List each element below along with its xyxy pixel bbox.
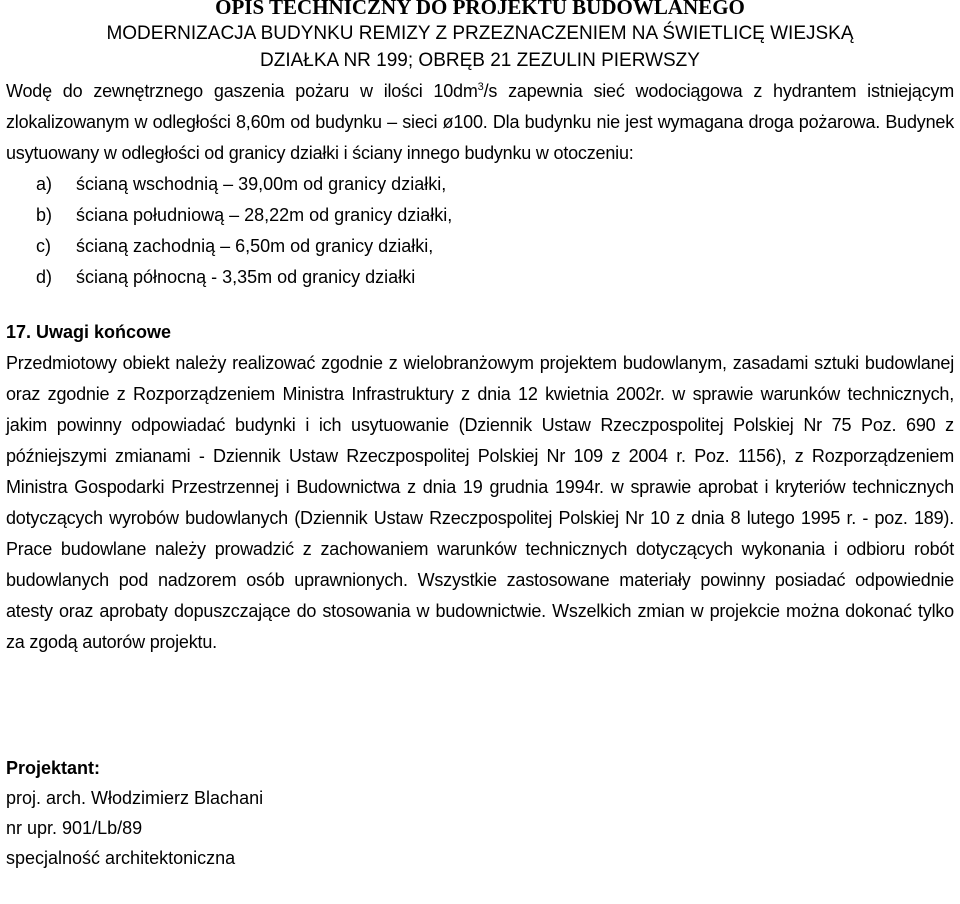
list-item (0, 169, 960, 200)
designer-licence: nr upr. 901/Lb/89 (6, 818, 143, 838)
designer-block (0, 753, 960, 873)
list-item-letter: d) (36, 267, 53, 287)
document-title: OPIS TECHNICZNY DO PROJEKTU BUDOWLANEGO (215, 0, 745, 19)
designer-label: Projektant: (6, 758, 101, 778)
fire-water-paragraph (0, 76, 960, 169)
document-header (0, 0, 960, 76)
list-item-text: ścianą zachodnią – 6,50m od granicy działki, (76, 236, 434, 256)
list-item (0, 200, 960, 231)
section-heading: 17. Uwagi końcowe (6, 322, 172, 342)
water-text-start: Wodę do zewnętrznego gaszenia pożaru w ilości 10dm (6, 81, 478, 101)
list-item-text: ścianą północną - 3,35m od granicy działki (76, 267, 416, 287)
list-item-letter: b) (36, 205, 53, 225)
list-item-letter: c) (36, 236, 51, 256)
list-item-letter: a) (36, 174, 53, 194)
final-remarks-paragraph: Przedmiotowy obiekt należy realizować zgodnie z wielobranżowym projektem budowlanym, zasadami sztuki budowlanej oraz zgodnie z Rozporządzeniem Ministra Infrastruktury z dnia 12 kwietnia 2002r. w sprawie warunków technicznych, jakim powinny odpowiadać budynki i ich usytuowanie (Dziennik Ustaw Rzeczpospolitej Polskiej Nr 75 Poz. 690 z późniejszymi zmianami - Dziennik Ustaw Rzeczpospolitej Polskiej Nr 109 z 2004 r. Poz. 1156), z Rozporządzeniem Ministra Gospodarki Przestrzennej i Budownictwa z dnia 19 grudnia 1994r. w sprawie aprobat i kryteriów technicznych dotyczących wyrobów budowlanych (Dziennik Ustaw Rzeczpospolitej Polskiej Nr 10 z dnia 8 lutego 1995 r. - poz. 189). Prace budowlane należy prowadzić z zachowaniem warunków technicznych dotyczących wykonania i odbioru robót budowlanych pod nadzorem osób uprawnionych. Wszystkie zastosowane materiały powinny posiadać odpowiednie atesty oraz aprobaty dopuszczające do stosowania w budownictwie. Wszelkich zmian w projekcie można dokonać tylko za zgodą autorów projektu. (6, 353, 954, 652)
water-unit-superscript: 3 (477, 81, 484, 93)
project-name: MODERNIZACJA BUDYNKU REMIZY Z PRZEZNACZENIEM NA ŚWIETLICĘ WIEJSKĄ (106, 23, 854, 44)
water-text-end: /s zapewnia sieć wodociągowa z hydrantem istniejącym zlokalizowanym w odległości 8,60m od budynku – sieci ø100. Dla budynku nie jest wymagana droga pożarowa. Budynek usytuowany w odległości od granicy działki i ściany innego budynku w otoczeniu: (6, 81, 955, 163)
distance-list (0, 169, 960, 293)
list-item-text: ścianą wschodnią – 39,00m od granicy działki, (76, 174, 447, 194)
designer-specialty: specjalność architektoniczna (6, 848, 236, 868)
designer-name: proj. arch. Włodzimierz Blachani (6, 788, 264, 808)
list-item-text: ściana południową – 28,22m od granicy działki, (76, 205, 453, 225)
list-item (0, 231, 960, 262)
list-item (0, 262, 960, 293)
plot-location: DZIAŁKA NR 199; OBRĘB 21 ZEZULIN PIERWSZY (260, 50, 700, 71)
